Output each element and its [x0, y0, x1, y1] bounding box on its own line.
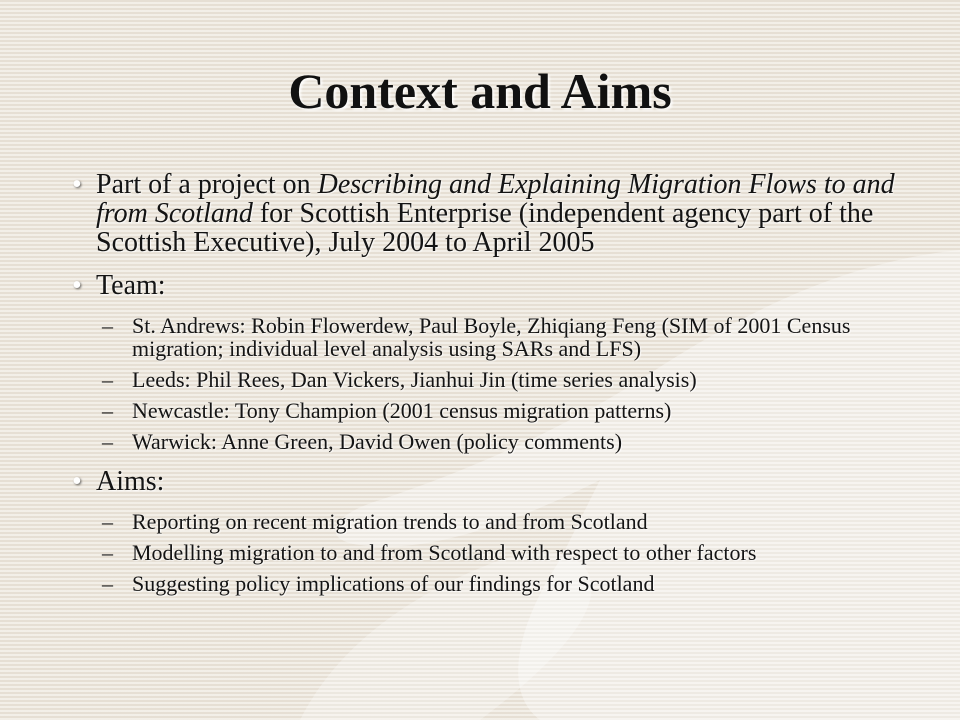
- team-item-leeds: [72, 368, 912, 391]
- team-list: [72, 314, 912, 453]
- project-text-start: Part of a project on: [96, 169, 318, 200]
- dash-marker: –: [102, 398, 113, 423]
- slide-title: Context and Aims: [288, 63, 672, 119]
- team-item-newcastle: [72, 399, 912, 422]
- team-item-text: Warwick: Anne Green, David Owen (policy comments): [132, 429, 623, 454]
- bullet-project-text: [96, 170, 912, 257]
- aims-item-modelling: [72, 541, 912, 564]
- aims-item-reporting: [72, 510, 912, 533]
- dash-marker: –: [102, 313, 113, 338]
- aims-list: [72, 510, 912, 595]
- dash-marker: –: [102, 367, 113, 392]
- team-item-st-andrews: [72, 314, 912, 360]
- team-item-text: St. Andrews: Robin Flowerdew, Paul Boyle, Zhiqiang Feng (SIM of 2001 Census migration; individual level analysis using SARs and LFS): [132, 313, 851, 361]
- dash-marker: –: [102, 429, 113, 454]
- project-text-end: for Scottish Enterprise (independent agency part of the Scottish Executive), July 2004 to April 2005: [96, 198, 874, 258]
- aims-item-text: Modelling migration to and from Scotland with respect to other factors: [132, 540, 757, 565]
- dash-marker: –: [102, 571, 113, 596]
- bullet-aims-label: Aims:: [96, 466, 165, 497]
- bullet-team-label: Team:: [96, 270, 166, 301]
- bullet-aims: [72, 467, 912, 496]
- aims-item-policy: [72, 572, 912, 595]
- slide-content: [72, 170, 912, 609]
- bullet-project: [72, 170, 912, 257]
- aims-item-text: Reporting on recent migration trends to and from Scotland: [132, 509, 648, 534]
- bullet-marker: •: [72, 270, 82, 301]
- project-title-italic: Describing and Explaining Migration Flows to and from Scotland: [96, 169, 895, 229]
- team-item-text: Newcastle: Tony Champion (2001 census migration patterns): [132, 398, 672, 423]
- dash-marker: –: [102, 540, 113, 565]
- dash-marker: –: [102, 509, 113, 534]
- bullet-team: [72, 271, 912, 300]
- team-item-warwick: [72, 430, 912, 453]
- aims-item-text: Suggesting policy implications of our findings for Scotland: [132, 571, 655, 596]
- team-item-text: Leeds: Phil Rees, Dan Vickers, Jianhui Jin (time series analysis): [132, 367, 697, 392]
- bullet-marker: •: [72, 466, 82, 497]
- bullet-marker: •: [72, 169, 82, 200]
